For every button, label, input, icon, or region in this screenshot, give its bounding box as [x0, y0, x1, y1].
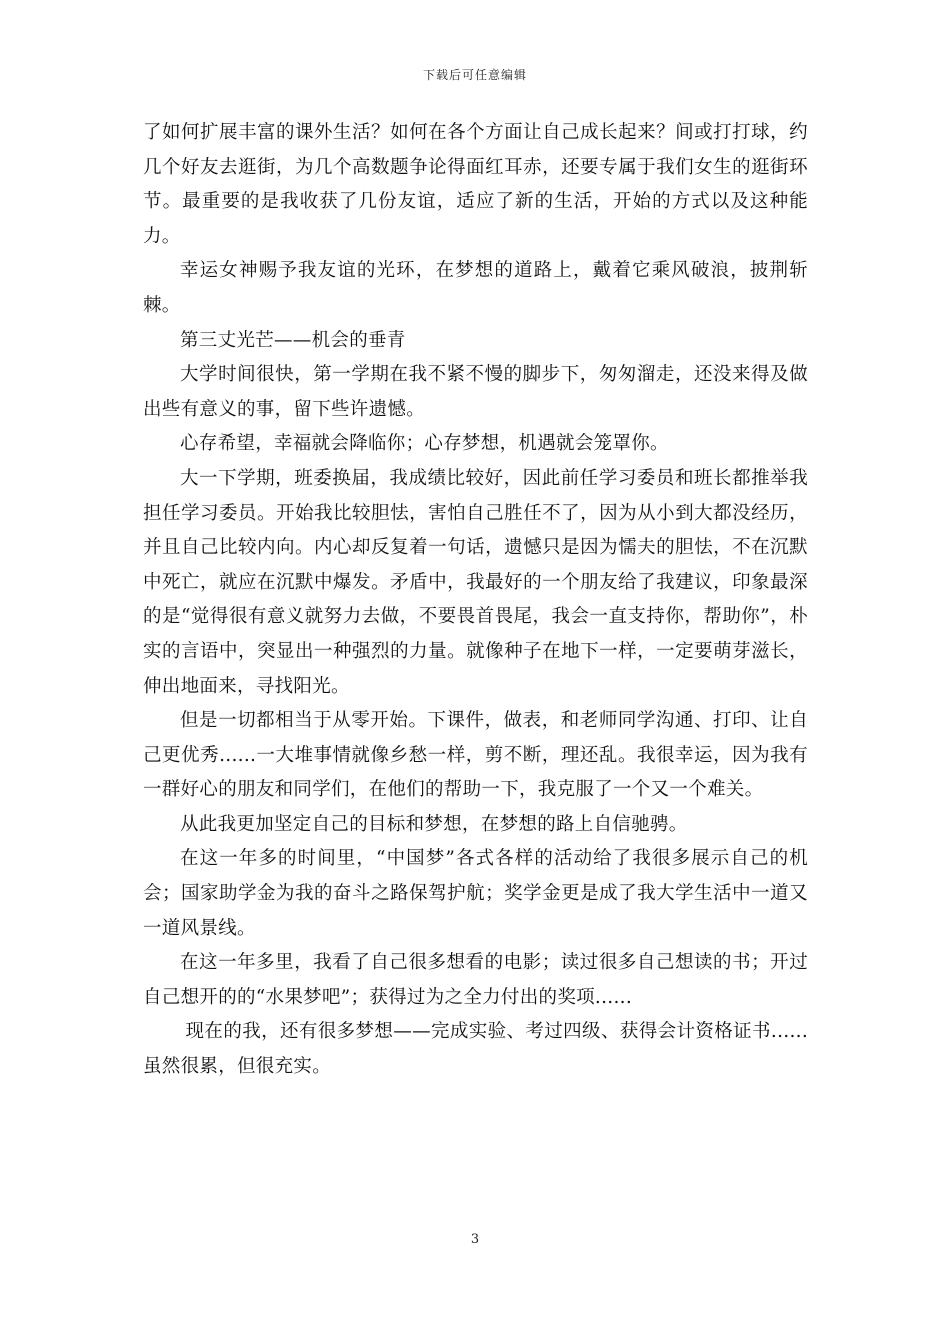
page-header: 下载后可任意编辑	[422, 68, 527, 82]
paragraph: 现在的我，还有很多梦想——完成实验、考过四级、获得会计资格证书......虽然很累，但很充实。	[143, 1021, 808, 1078]
paragraph: 大学时间很快，第一学期在我不紧不慢的脚步下，匆匆溜走，还没来得及做出些有意义的事，留下些许遗憾。	[143, 364, 808, 420]
paragraph: 心存希望，幸福就会降临你；心存梦想，机遇就会笼罩你。	[180, 433, 669, 455]
paragraph: 从此我更加坚定自己的目标和梦想，在梦想的路上自信驰骋。	[180, 813, 688, 835]
section-heading: 第三丈光芒——机会的垂青	[180, 329, 406, 351]
paragraph: 大一下学期，班委换届，我成绩比较好，因此前任学习委员和班长都推举我担任学习委员。开始我比较胆怯，害怕自己胜任不了，因为从小到大都没经历，并且自己比较内向。内心却反复着一句话，遗憾只是因为懦夫的胆怯，不在沉默中死亡，就应在沉默中爆发。矛盾中，我最好的一个朋友给了我建议，印象最深的是“觉得很有意义就努力去做，不要畏首畏尾，我会一直支持你，帮助你”，朴实的言语中，突显出一种强烈的力量。就像种子在地下一样，一定要萌芽滋长，伸出地面来，寻找阳光。	[143, 467, 808, 697]
page-number: 3	[470, 1232, 480, 1247]
paragraph: 但是一切都相当于从零开始。下课件，做表，和老师同学沟通、打印、让自己更优秀......一大堆事情就像乡愁一样，剪不断，理还乱。我很幸运，因为我有一群好心的朋友和同学们，在他们的帮助一下，我克服了一个又一个难关。	[143, 710, 808, 801]
document-body	[143, 116, 808, 1085]
paragraph-continuation: 了如何扩展丰富的课外生活？如何在各个方面让自己成长起来？间或打打球，约几个好友去逛街，为几个高数题争论得面红耳赤，还要专属于我们女生的逛街环节。最重要的是我收获了几份友谊，适应了新的生活，开始的方式以及这种能力。	[143, 122, 808, 247]
paragraph: 在这一年多的时间里，“中国梦”各式各样的活动给了我很多展示自己的机会；国家助学金为我的奋斗之路保驾护航；奖学金更是成了我大学生活中一道又一道风景线。	[143, 848, 808, 939]
paragraph: 在这一年多里，我看了自己很多想看的电影；读过很多自己想读的书；开过自己想开的的“水果梦吧”；获得过为之全力付出的奖项......	[143, 952, 808, 1008]
paragraph: 幸运女神赐予我友谊的光环，在梦想的道路上，戴着它乘风破浪，披荆斩棘。	[143, 260, 808, 316]
